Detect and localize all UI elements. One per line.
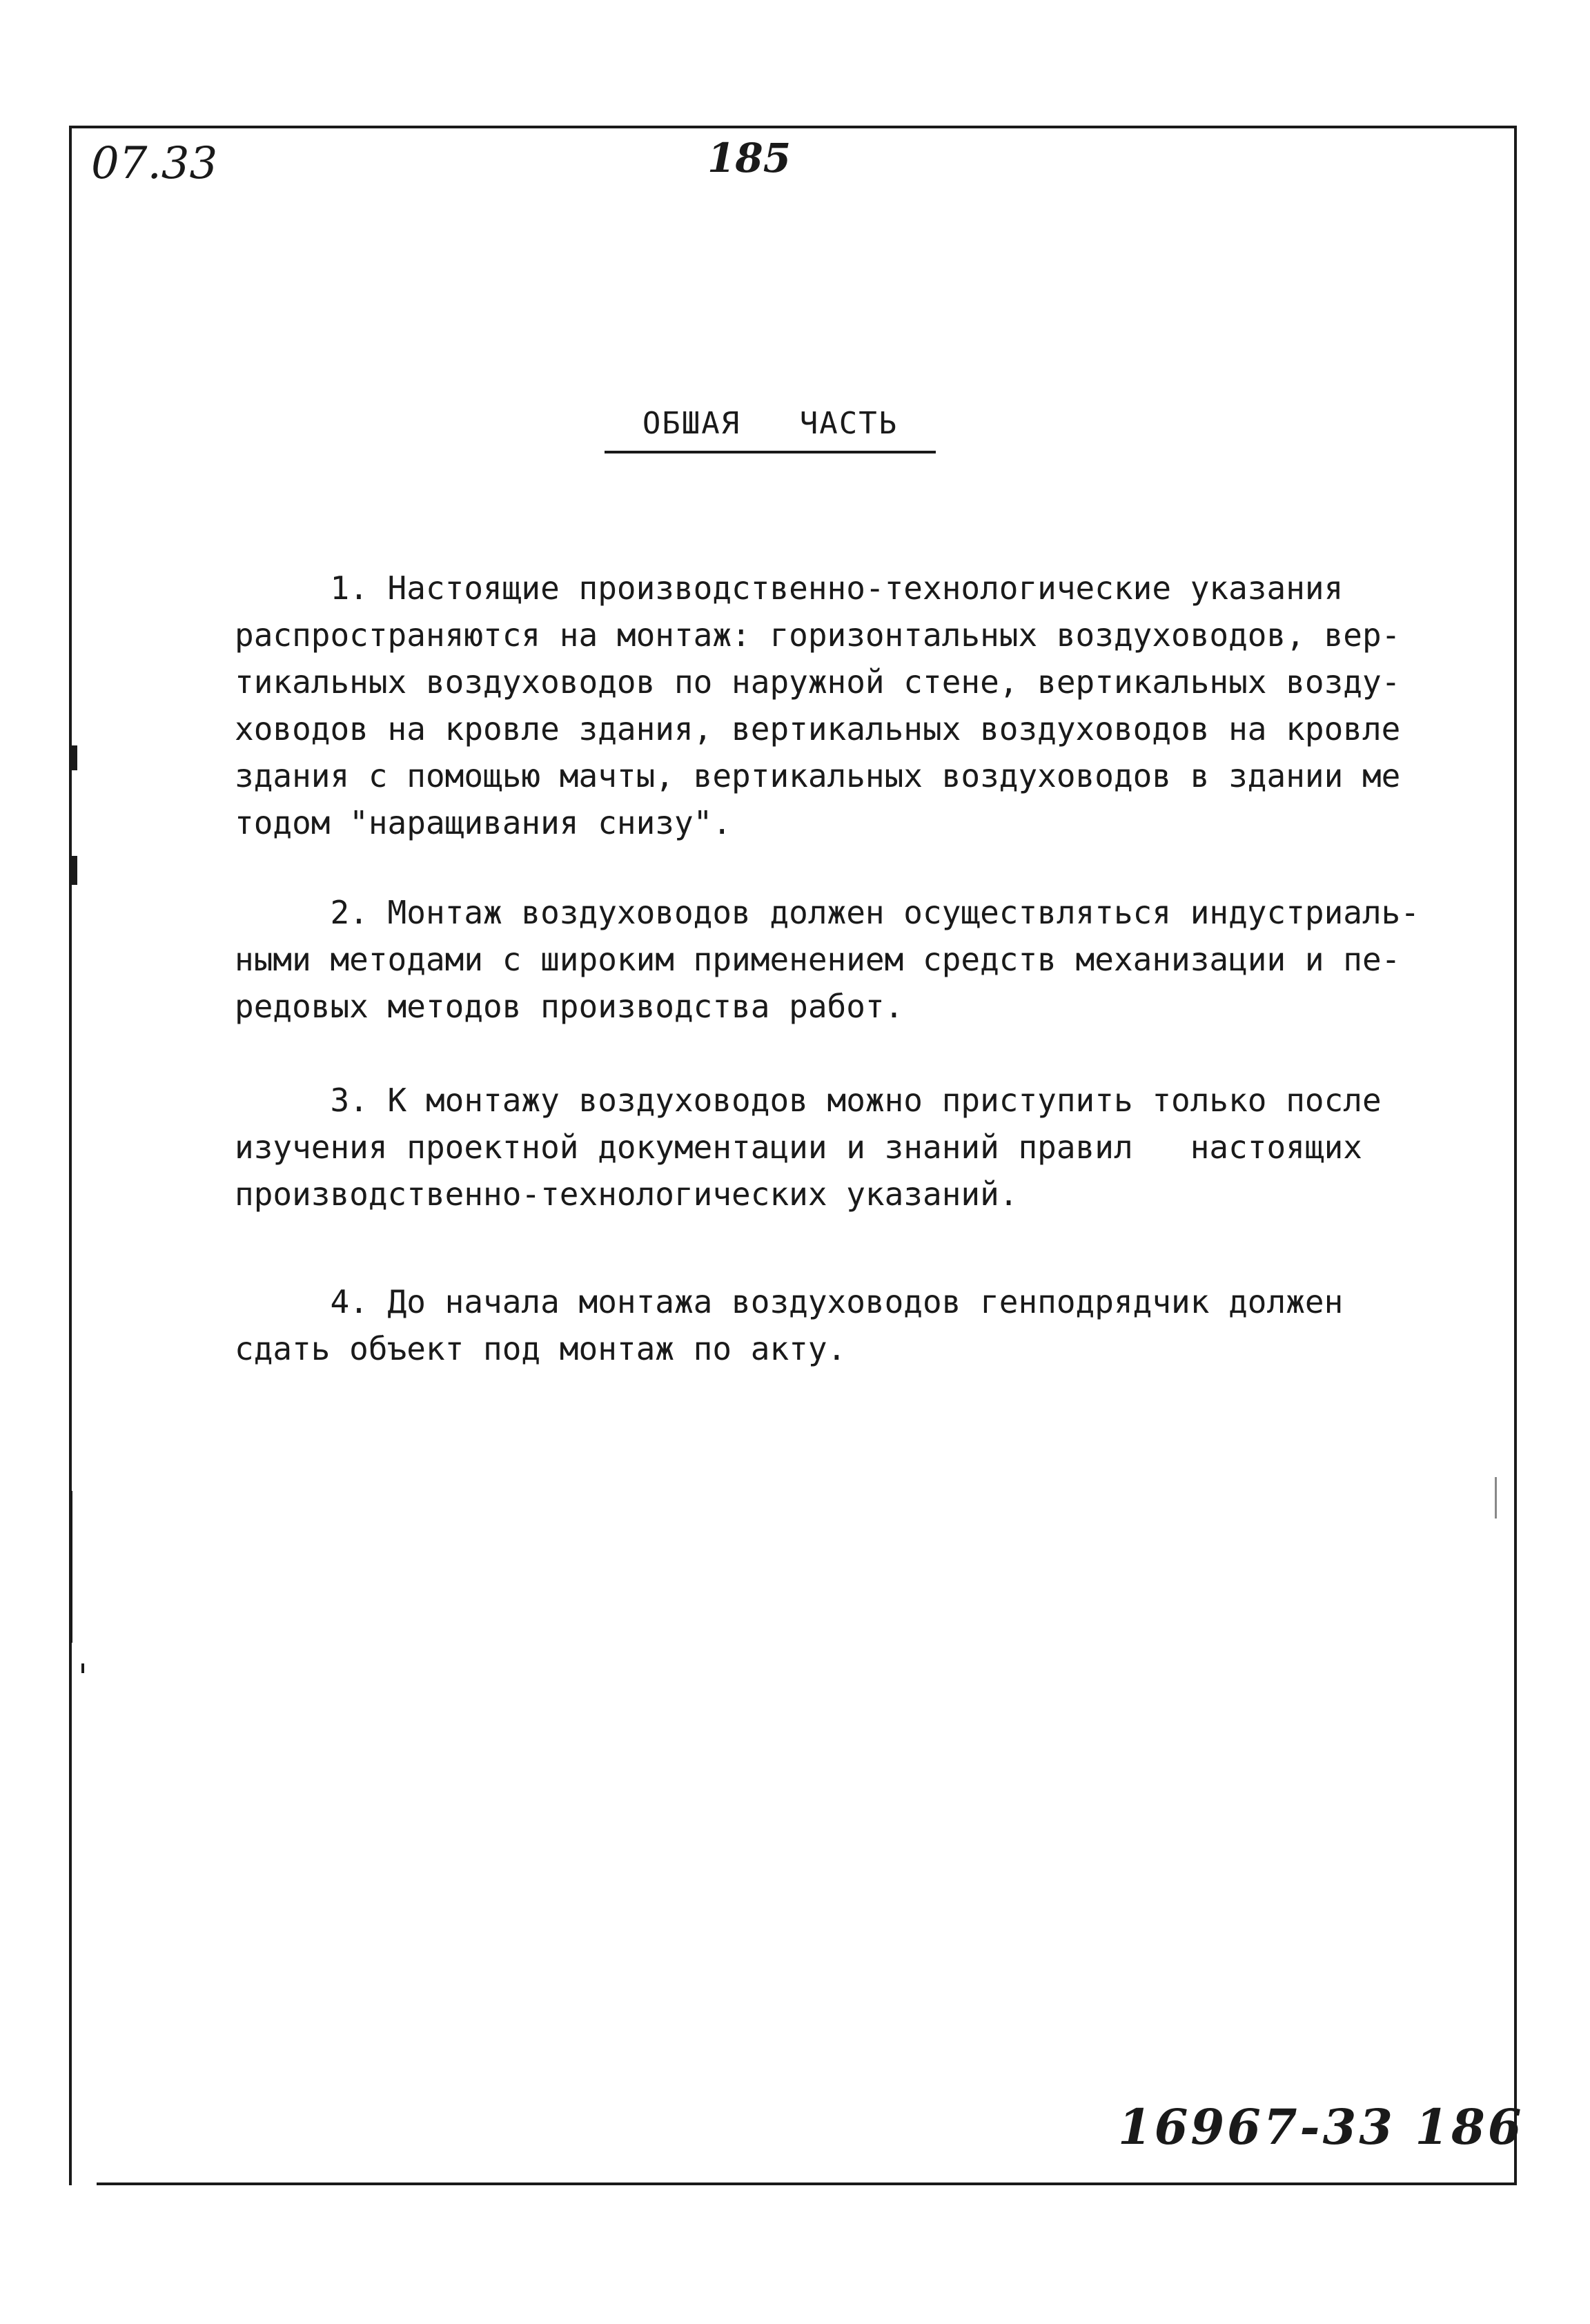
scan-mark bbox=[81, 1663, 84, 1673]
bottom-rule bbox=[97, 2183, 1517, 2185]
paragraph-4: 4. До начала монтажа воздуховодов генподрядчик должен сдать объект под монтаж по акту. bbox=[235, 1283, 1344, 1367]
scan-mark bbox=[69, 1491, 72, 1643]
paragraph-1: 1. Настоящие производственно-технологические указания распространяются на монтаж: горизонтальных воздуховодов, вер- тикальных воздуховодов по наружной стене, вертикальных возду- ховодов на кровле здания, вертикальных воздуховодов на кровле здания с помощью мачты, вертикальных воздуховодов в здании ме тодом "наращивания снизу". bbox=[235, 569, 1401, 841]
footer-code: 16967-33 186 bbox=[1118, 2098, 1524, 2156]
scan-mark bbox=[72, 745, 77, 770]
document-code: 07.33 bbox=[91, 138, 218, 189]
page-number: 185 bbox=[707, 135, 792, 182]
scan-mark bbox=[1495, 1477, 1497, 1519]
paragraph-2: 2. Монтаж воздуховодов должен осуществляться индустриаль- ными методами с широким применением средств механизации и пе- редовых методов производства работ. bbox=[235, 894, 1420, 1025]
scan-mark bbox=[72, 856, 77, 885]
paragraph-3: 3. К монтажу воздуховодов можно приступить только после изучения проектной документации и знаний правил настоящих производственно-технологических указаний. bbox=[235, 1082, 1382, 1213]
section-title: ОБШАЯ ЧАСТЬ bbox=[605, 406, 936, 453]
